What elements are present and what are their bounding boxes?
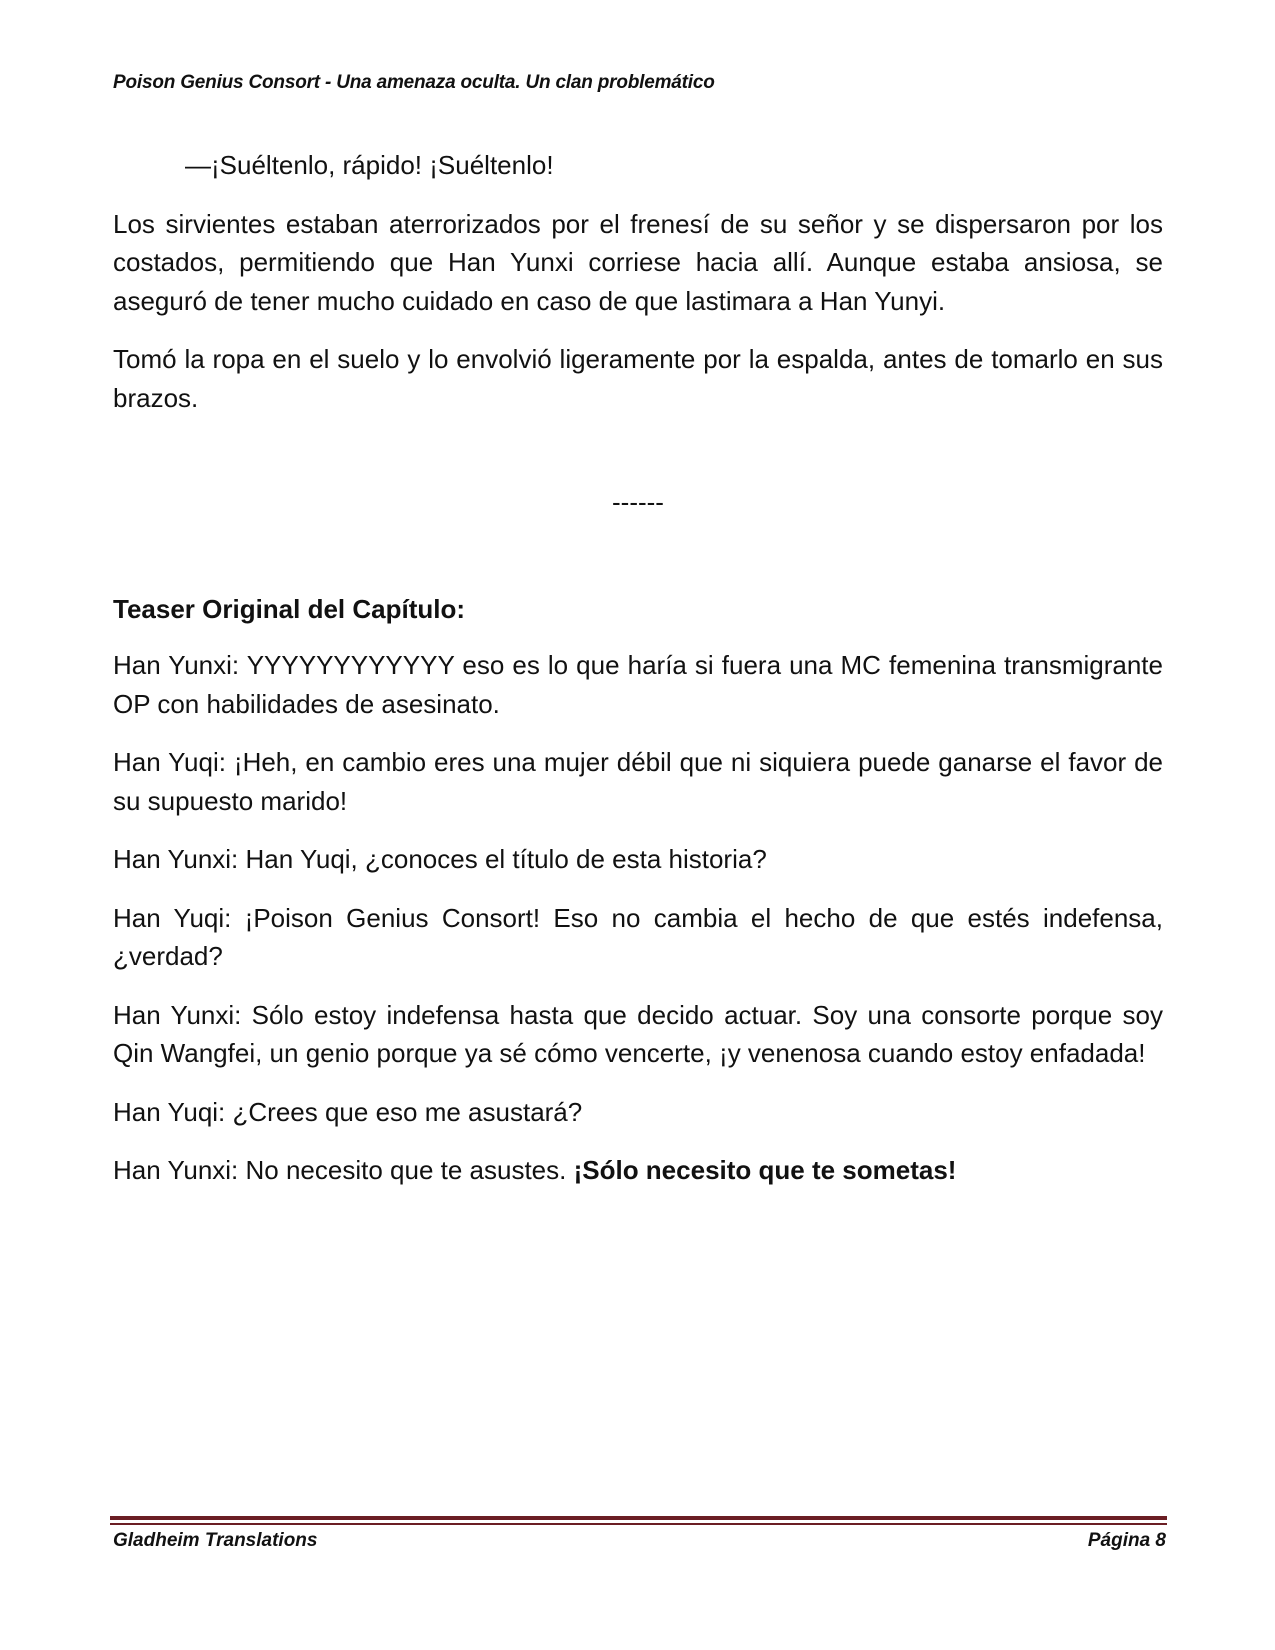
teaser-line: Han Yunxi: YYYYYYYYYYYY eso es lo que haría si fuera una MC femenina transmigrante OP con habilidades de asesinato.: [113, 650, 1163, 719]
teaser-final-line-start: Han Yunxi: No necesito que te asustes.: [113, 1155, 574, 1185]
narrative-paragraph: Tomó la ropa en el suelo y lo envolvió ligeramente por la espalda, antes de tomarlo en sus brazos.: [113, 344, 1163, 413]
teaser-line: Han Yuqi: ¡Heh, en cambio eres una mujer débil que ni siquiera puede ganarse el favor de su supuesto marido!: [113, 747, 1163, 816]
teaser-final-line-emphasis: ¡Sólo necesito que te sometas!: [573, 1155, 957, 1185]
footer-divider-thin: [110, 1523, 1167, 1525]
teaser-heading: Teaser Original del Capítulo:: [113, 593, 466, 624]
footer-publisher: Gladheim Translations: [113, 1530, 318, 1551]
page-header-title: Poison Genius Consort - Una amenaza oculta. Un clan problemático: [113, 72, 715, 93]
teaser-final-line: [113, 1151, 1163, 1190]
teaser-line: Han Yunxi: Han Yuqi, ¿conoces el título de esta historia?: [113, 844, 767, 874]
teaser-line: Han Yunxi: Sólo estoy indefensa hasta que decido actuar. Soy una consorte porque soy Qin Wangfei, un genio porque ya sé cómo vencerte, ¡y venenosa cuando estoy enfadada!: [113, 999, 1163, 1068]
footer-page-number: Página 8: [1087, 1530, 1166, 1551]
dialogue-paragraph: —¡Suéltenlo, rápido! ¡Suéltenlo!: [185, 150, 554, 180]
footer-divider-thick: [110, 1516, 1167, 1520]
section-separator: ------: [612, 487, 664, 517]
document-body: [113, 146, 1163, 1210]
narrative-paragraph: Los sirvientes estaban aterrorizados por el frenesí de su señor y se dispersaron por los costados, permitiendo que Han Yunxi corriese hacia allí. Aunque estaba ansiosa, se aseguró de tener mucho cuidado en caso de que lastimara a Han Yunyi.: [113, 208, 1163, 316]
teaser-line: Han Yuqi: ¡Poison Genius Consort! Eso no cambia el hecho de que estés indefensa, ¿verdad?: [113, 902, 1163, 971]
teaser-line: Han Yuqi: ¿Crees que eso me asustará?: [113, 1096, 583, 1127]
